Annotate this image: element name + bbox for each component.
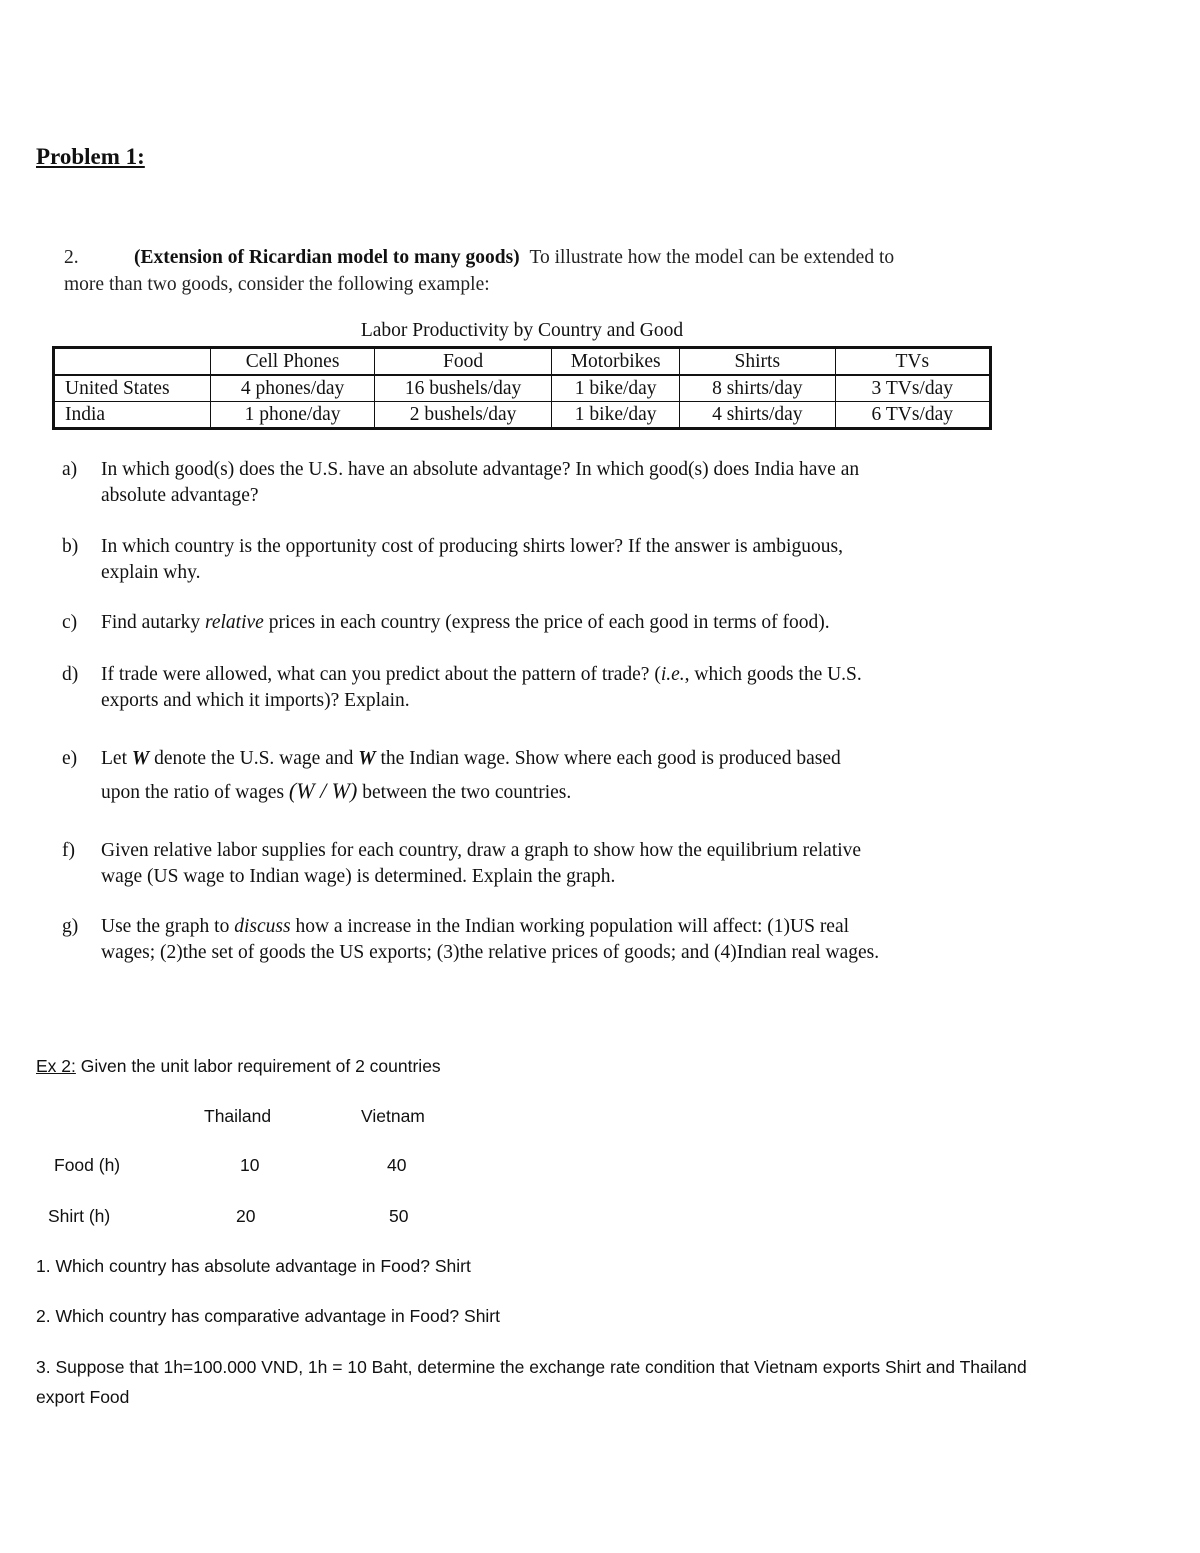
question-3-line-1: 3. Suppose that 1h=100.000 VND, 1h = 10 Baht, determine the exchange rate condition that Vietnam exports Shirt and Thailand [36,1357,1027,1377]
value-thailand-food: 10 [240,1155,260,1175]
question-text: exports and which it imports)? Explain. [101,690,410,711]
question-label: a) [62,459,78,480]
problem-intro [64,244,1024,298]
question-label: g) [62,916,79,937]
table-header-cell: Cell Phones [211,348,375,376]
question-label: f) [62,840,75,861]
table-cell: 1 phone/day [211,402,375,429]
wage-symbol: W [358,748,376,769]
question-text: absolute advantage? [101,485,259,506]
question-text: Let [101,748,127,769]
exercise-2-label: Ex 2: [36,1056,76,1076]
question-text-italic: i.e. [660,664,685,685]
question-g [62,914,1022,966]
table-caption: Labor Productivity by Country and Good [360,320,684,341]
intro-text-2: more than two goods, consider the following example: [64,274,490,295]
wage-symbol: W [131,748,150,769]
question-text: upon the ratio of wages [101,782,285,803]
exercise-2-text: Given the unit labor requirement of 2 countries [75,1056,441,1076]
question-text: wage (US wage to Indian wage) is determined. Explain the graph. [101,866,616,887]
question-f [62,838,1022,890]
table-cell: 3 TVs/day [835,375,990,402]
exercise-2-question-3 [36,1352,1166,1412]
table-header-cell: Motorbikes [552,348,680,376]
table-header-row [54,348,991,376]
table-header-cell: Food [374,348,551,376]
table-row-head: India [54,402,211,429]
question-text: Use the graph to [101,916,230,937]
row-label-shirt: Shirt (h) [48,1206,111,1226]
table-header-cell: Shirts [680,348,835,376]
question-text-italic: discuss [234,916,291,937]
exercise-2-question-2: 2. Which country has comparative advantage in Food? Shirt [36,1306,500,1326]
table-cell: 4 phones/day [211,375,375,402]
value-thailand-shirt: 20 [236,1206,256,1226]
exercise-2-question-1: 1. Which country has absolute advantage in Food? Shirt [36,1256,471,1276]
column-header-thailand: Thailand [204,1106,272,1126]
problem-heading: Problem 1: [36,144,145,169]
question-a [62,457,1022,509]
question-text: the Indian wage. Show where each good is produced based [380,748,841,769]
question-text: explain why. [101,562,201,583]
question-c [62,610,1022,636]
value-vietnam-shirt: 50 [389,1206,409,1226]
productivity-table [52,346,992,430]
table-header-cell: TVs [835,348,990,376]
table-row [54,375,991,402]
table-row [54,402,991,429]
table-cell: 4 shirts/day [680,402,835,429]
table-header-cell [54,348,211,376]
question-text: how a increase in the Indian working population will affect: (1)US real [295,916,850,937]
question-text: wages; (2)the set of goods the US exports; (3)the relative prices of goods; and (4)Indian real wages. [101,942,880,963]
table-cell: 16 bushels/day [374,375,551,402]
question-text: denote the U.S. wage and [154,748,354,769]
question-label: b) [62,536,79,557]
question-text: In which good(s) does the U.S. have an absolute advantage? In which good(s) does India have an [101,459,860,480]
question-text: Find autarky [101,612,201,633]
question-d [62,662,1022,714]
table-cell: 1 bike/day [552,375,680,402]
question-3-line-2: export Food [36,1387,130,1407]
table-cell: 8 shirts/day [680,375,835,402]
column-header-vietnam: Vietnam [361,1106,425,1126]
question-e [62,743,1022,809]
table-row-head: United States [54,375,211,402]
problem-number: 2. [64,247,79,268]
table-cell: 2 bushels/day [374,402,551,429]
question-text: In which country is the opportunity cost of producing shirts lower? If the answer is ambiguous, [101,536,843,557]
question-text: , which goods the U.S. [684,664,862,685]
question-text: prices in each country (express the price of each good in terms of food). [268,612,830,633]
table-cell: 6 TVs/day [835,402,990,429]
wage-ratio: (W / W) [288,778,358,803]
table-cell: 1 bike/day [552,402,680,429]
question-text-italic: relative [204,612,264,633]
question-label: e) [62,748,78,769]
question-b [62,534,1022,586]
row-label-food: Food (h) [54,1155,121,1175]
question-text: If trade were allowed, what can you predict about the pattern of trade? ( [101,664,661,685]
question-label: d) [62,664,79,685]
intro-text-1: To illustrate how the model can be extended to [529,247,895,268]
value-vietnam-food: 40 [387,1155,407,1175]
question-text: Given relative labor supplies for each country, draw a graph to show how the equilibrium relative [101,840,862,861]
question-label: c) [62,612,78,633]
problem-title: (Extension of Ricardian model to many goods) [134,247,520,268]
exercise-2-heading [36,1056,441,1077]
question-text: between the two countries. [362,782,572,803]
